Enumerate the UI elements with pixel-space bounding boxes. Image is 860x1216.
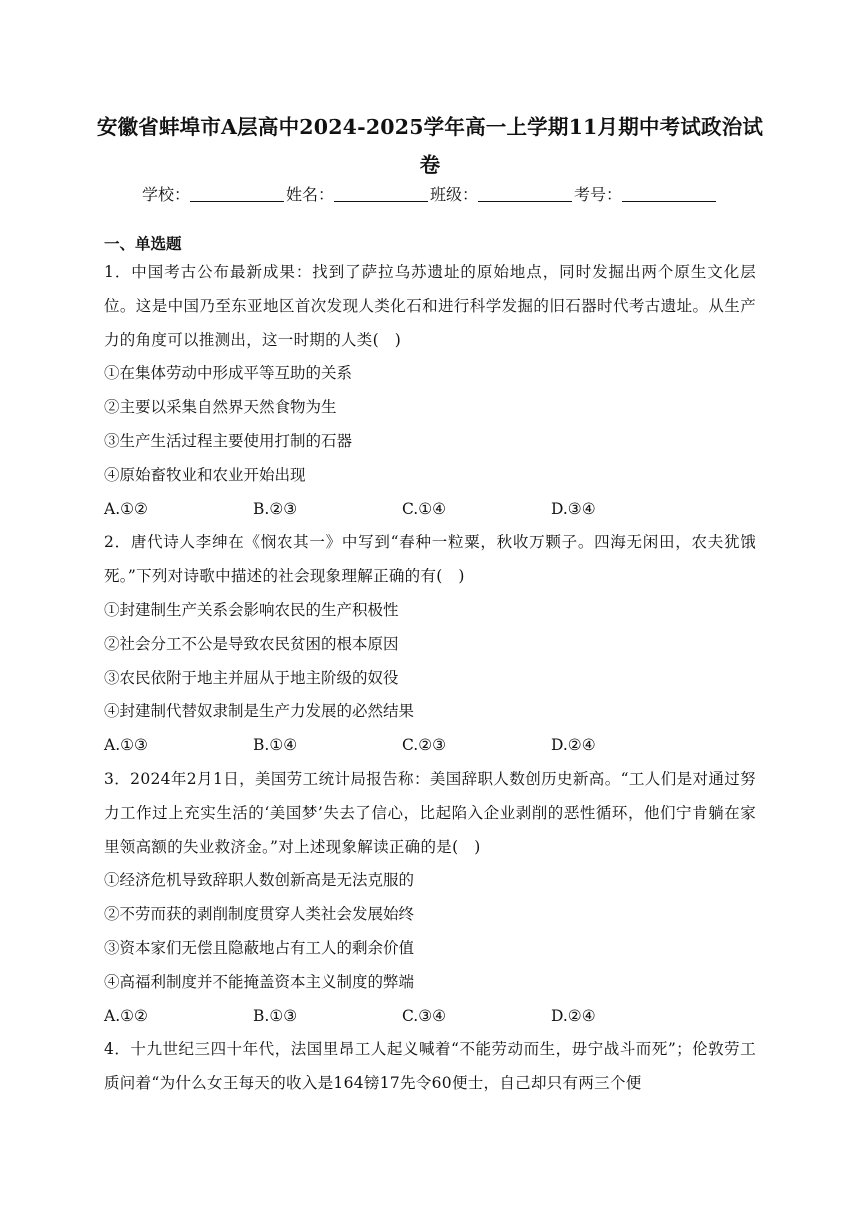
statement-option: ③资本家们无偿且隐蔽地占有工人的剩余价值: [104, 938, 415, 957]
student-info-line: [0, 181, 860, 209]
name-blank[interactable]: [334, 185, 428, 202]
statement-option: ②主要以采集自然界天然食物为生: [104, 398, 337, 417]
choice-c[interactable]: C.②③: [402, 736, 447, 755]
question-stem: 2．唐代诗人李绅在《悯农其一》中写到“春种一粒粟，秋收万颗子。四海无闲田，农夫犹饿死。”下列对诗歌中描述的社会现象理解正确的有( ): [104, 533, 756, 586]
class-field[interactable]: [430, 181, 574, 209]
class-blank[interactable]: [478, 185, 572, 202]
statement-option: ④封建制代替奴隶制是生产力发展的必然结果: [104, 702, 415, 721]
class-label: 班级：: [430, 185, 479, 204]
choice-b[interactable]: B.②③: [253, 499, 298, 518]
name-label: 姓名：: [285, 185, 334, 204]
question-4: [104, 1033, 756, 1101]
exam-number-blank[interactable]: [622, 185, 716, 202]
statement-option: ④原始畜牧业和农业开始出现: [104, 465, 306, 484]
answer-choices: [104, 729, 756, 763]
exam-number-label: 考号：: [574, 185, 623, 204]
statement-option: ①在集体劳动中形成平等互助的关系: [104, 364, 353, 383]
choice-c[interactable]: C.①④: [402, 499, 447, 518]
choice-b[interactable]: B.①③: [253, 1006, 298, 1025]
school-label: 学校：: [141, 185, 190, 204]
statement-option: ④高福利制度并不能掩盖资本主义制度的弊端: [104, 972, 415, 991]
choice-d[interactable]: D.③④: [551, 499, 596, 518]
statement-option: ①封建制生产关系会影响农民的生产积极性: [104, 600, 399, 619]
answer-choices: [104, 1000, 756, 1034]
section-heading: 一、单选题: [104, 235, 182, 253]
school-blank[interactable]: [190, 185, 284, 202]
school-field[interactable]: [142, 181, 286, 209]
choice-a[interactable]: A.①③: [104, 736, 148, 755]
exam-title: 安徽省蚌埠市A层高中2024-2025学年高一上学期11月期中考试政治试卷: [96, 115, 764, 177]
choice-d[interactable]: D.②④: [551, 1006, 596, 1025]
choice-c[interactable]: C.③④: [402, 1006, 447, 1025]
answer-choices: [104, 493, 756, 527]
statement-option: ③农民依附于地主并屈从于地主阶级的奴役: [104, 668, 399, 687]
questions-area: [104, 232, 756, 1101]
choice-b[interactable]: B.①④: [253, 736, 298, 755]
statement-option: ③生产生活过程主要使用打制的石器: [104, 431, 353, 450]
question-stem: 1．中国考古公布最新成果：找到了萨拉乌苏遗址的原始地点，同时发掘出两个原生文化层位。这是中国乃至东亚地区首次发现人类化石和进行科学发掘的旧石器时代考古遗址。从生产力的角度可以推测出，这一时期的人类( ): [104, 263, 756, 349]
statement-option: ②社会分工不公是导致农民贫困的根本原因: [104, 634, 399, 653]
name-field[interactable]: [286, 181, 430, 209]
statement-option: ②不劳而获的剥削制度贯穿人类社会发展始终: [104, 905, 415, 924]
choice-a[interactable]: A.①②: [104, 499, 148, 518]
statement-option: ①经济危机导致辞职人数创新高是无法克服的: [104, 871, 415, 890]
choice-a[interactable]: A.①②: [104, 1006, 148, 1025]
question-2: [104, 526, 756, 763]
question-3: [104, 763, 756, 1033]
question-stem: 4．十九世纪三四十年代，法国里昂工人起义喊着“不能劳动而生，毋宁战斗而死”；伦敦劳工质问着“为什么女王每天的收入是164镑17先令60便士，自己却只有两三个便: [104, 1040, 756, 1093]
question-stem: 3．2024年2月1日，美国劳工统计局报告称：美国辞职人数创历史新高。“工人们是对通过努力工作过上充实生活的‘美国梦’失去了信心，比起陷入企业剥削的恶性循环，他们宁肯躺在家里领高额的失业救济金。”对上述现象解读正确的是( ): [104, 769, 756, 856]
question-1: [104, 256, 756, 526]
exam-number-field[interactable]: [574, 181, 718, 209]
choice-d[interactable]: D.②④: [551, 736, 596, 755]
